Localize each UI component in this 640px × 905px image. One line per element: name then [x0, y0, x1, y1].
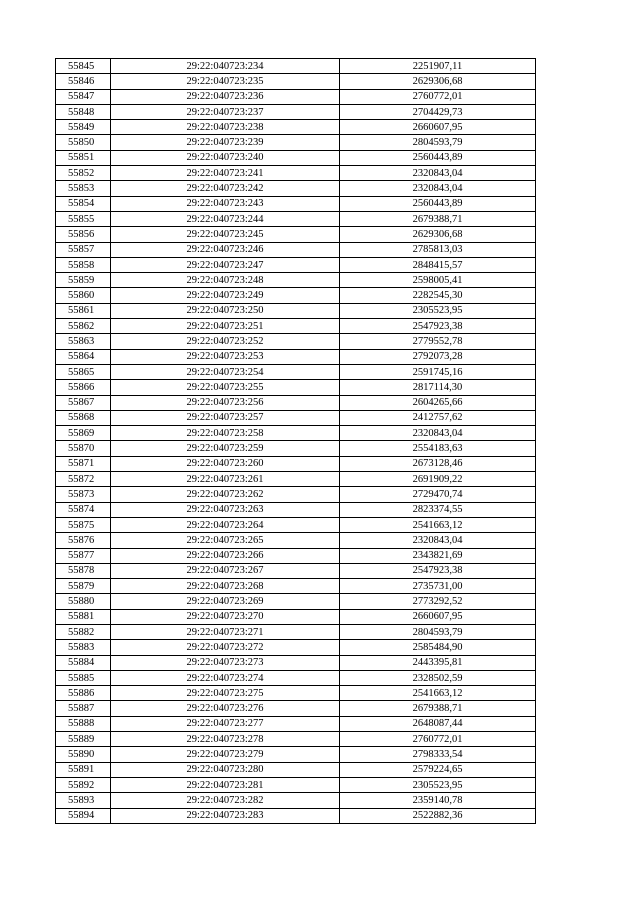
cadastral-number: 29:22:040723:235 [111, 74, 340, 89]
row-number: 55861 [56, 303, 111, 318]
table-row [56, 349, 536, 364]
cadastral-value: 2817114,30 [340, 380, 536, 395]
table-row [56, 747, 536, 762]
cadastral-number: 29:22:040723:277 [111, 716, 340, 731]
table-row [56, 594, 536, 609]
table-body [56, 59, 536, 824]
table-row [56, 793, 536, 808]
cadastral-value: 2704429,73 [340, 104, 536, 119]
row-number: 55883 [56, 640, 111, 655]
table-row [56, 670, 536, 685]
row-number: 55892 [56, 777, 111, 792]
row-number: 55867 [56, 395, 111, 410]
row-number: 55851 [56, 150, 111, 165]
row-number: 55858 [56, 257, 111, 272]
cadastral-number: 29:22:040723:257 [111, 410, 340, 425]
row-number: 55893 [56, 793, 111, 808]
cadastral-number: 29:22:040723:264 [111, 517, 340, 532]
row-number: 55879 [56, 579, 111, 594]
row-number: 55886 [56, 686, 111, 701]
cadastral-value: 2798333,54 [340, 747, 536, 762]
cadastral-value: 2679388,71 [340, 211, 536, 226]
table-row [56, 74, 536, 89]
cadastral-value: 2305523,95 [340, 303, 536, 318]
cadastral-value: 2760772,01 [340, 732, 536, 747]
row-number: 55850 [56, 135, 111, 150]
cadastral-number: 29:22:040723:261 [111, 472, 340, 487]
cadastral-number: 29:22:040723:267 [111, 563, 340, 578]
cadastral-value: 2343821,69 [340, 548, 536, 563]
cadastral-value: 2305523,95 [340, 777, 536, 792]
cadastral-value: 2673128,46 [340, 456, 536, 471]
cadastral-value: 2779552,78 [340, 334, 536, 349]
row-number: 55870 [56, 441, 111, 456]
row-number: 55880 [56, 594, 111, 609]
cadastral-value: 2660607,95 [340, 609, 536, 624]
cadastral-number: 29:22:040723:246 [111, 242, 340, 257]
row-number: 55859 [56, 273, 111, 288]
table-row [56, 655, 536, 670]
table-row [56, 563, 536, 578]
cadastral-value: 2598005,41 [340, 273, 536, 288]
table-row [56, 150, 536, 165]
cadastral-value: 2804593,79 [340, 135, 536, 150]
row-number: 55852 [56, 166, 111, 181]
cadastral-number: 29:22:040723:252 [111, 334, 340, 349]
row-number: 55889 [56, 732, 111, 747]
table-row [56, 181, 536, 196]
row-number: 55865 [56, 364, 111, 379]
cadastral-number: 29:22:040723:275 [111, 686, 340, 701]
cadastral-value: 2848415,57 [340, 257, 536, 272]
table-row [56, 579, 536, 594]
table-row [56, 410, 536, 425]
row-number: 55856 [56, 227, 111, 242]
cadastral-value: 2320843,04 [340, 166, 536, 181]
table-row [56, 517, 536, 532]
row-number: 55876 [56, 533, 111, 548]
table-row [56, 196, 536, 211]
cadastral-number: 29:22:040723:254 [111, 364, 340, 379]
table-row [56, 732, 536, 747]
cadastral-number: 29:22:040723:258 [111, 426, 340, 441]
cadastral-value: 2579224,65 [340, 762, 536, 777]
table-row [56, 456, 536, 471]
table-row [56, 441, 536, 456]
row-number: 55854 [56, 196, 111, 211]
row-number: 55862 [56, 319, 111, 334]
table-row [56, 609, 536, 624]
cadastral-value: 2443395,81 [340, 655, 536, 670]
cadastral-number: 29:22:040723:253 [111, 349, 340, 364]
cadastral-number: 29:22:040723:240 [111, 150, 340, 165]
cadastral-number: 29:22:040723:269 [111, 594, 340, 609]
row-number: 55866 [56, 380, 111, 395]
cadastral-number: 29:22:040723:278 [111, 732, 340, 747]
table-row [56, 273, 536, 288]
cadastral-number: 29:22:040723:260 [111, 456, 340, 471]
table-row [56, 472, 536, 487]
cadastral-value: 2585484,90 [340, 640, 536, 655]
cadastral-number: 29:22:040723:280 [111, 762, 340, 777]
table-row [56, 59, 536, 74]
row-number: 55878 [56, 563, 111, 578]
cadastral-number: 29:22:040723:256 [111, 395, 340, 410]
cadastral-number: 29:22:040723:248 [111, 273, 340, 288]
table-row [56, 334, 536, 349]
row-number: 55849 [56, 120, 111, 135]
cadastral-number: 29:22:040723:266 [111, 548, 340, 563]
row-number: 55882 [56, 624, 111, 639]
cadastral-value: 2359140,78 [340, 793, 536, 808]
table-row [56, 716, 536, 731]
cadastral-number: 29:22:040723:270 [111, 609, 340, 624]
table-row [56, 487, 536, 502]
cadastral-number: 29:22:040723:244 [111, 211, 340, 226]
cadastral-value: 2679388,71 [340, 701, 536, 716]
cadastral-number: 29:22:040723:268 [111, 579, 340, 594]
row-number: 55860 [56, 288, 111, 303]
row-number: 55863 [56, 334, 111, 349]
table-row [56, 364, 536, 379]
cadastral-value: 2320843,04 [340, 533, 536, 548]
table-row [56, 395, 536, 410]
cadastral-value: 2691909,22 [340, 472, 536, 487]
cadastral-value: 2729470,74 [340, 487, 536, 502]
table-row [56, 640, 536, 655]
cadastral-value: 2522882,36 [340, 808, 536, 823]
cadastral-number: 29:22:040723:245 [111, 227, 340, 242]
table-row [56, 808, 536, 823]
cadastral-value: 2547923,38 [340, 563, 536, 578]
row-number: 55846 [56, 74, 111, 89]
cadastral-value: 2282545,30 [340, 288, 536, 303]
cadastral-number: 29:22:040723:239 [111, 135, 340, 150]
row-number: 55869 [56, 426, 111, 441]
cadastral-value: 2792073,28 [340, 349, 536, 364]
cadastral-number: 29:22:040723:281 [111, 777, 340, 792]
cadastral-number: 29:22:040723:237 [111, 104, 340, 119]
cadastral-value: 2251907,11 [340, 59, 536, 74]
cadastral-value: 2320843,04 [340, 426, 536, 441]
row-number: 55894 [56, 808, 111, 823]
cadastral-value: 2591745,16 [340, 364, 536, 379]
table-row [56, 166, 536, 181]
table-row [56, 502, 536, 517]
row-number: 55864 [56, 349, 111, 364]
row-number: 55855 [56, 211, 111, 226]
table-row [56, 303, 536, 318]
cadastral-value: 2648087,44 [340, 716, 536, 731]
row-number: 55884 [56, 655, 111, 670]
cadastral-number: 29:22:040723:272 [111, 640, 340, 655]
cadastral-number: 29:22:040723:273 [111, 655, 340, 670]
cadastral-number: 29:22:040723:255 [111, 380, 340, 395]
row-number: 55881 [56, 609, 111, 624]
table-row [56, 211, 536, 226]
table-row [56, 288, 536, 303]
table-row [56, 701, 536, 716]
cadastral-value: 2560443,89 [340, 150, 536, 165]
table-row [56, 257, 536, 272]
cadastral-value: 2735731,00 [340, 579, 536, 594]
table-row [56, 380, 536, 395]
row-number: 55872 [56, 472, 111, 487]
cadastral-value: 2560443,89 [340, 196, 536, 211]
cadastral-number: 29:22:040723:259 [111, 441, 340, 456]
cadastral-number: 29:22:040723:243 [111, 196, 340, 211]
row-number: 55874 [56, 502, 111, 517]
cadastral-number: 29:22:040723:279 [111, 747, 340, 762]
row-number: 55887 [56, 701, 111, 716]
row-number: 55848 [56, 104, 111, 119]
row-number: 55877 [56, 548, 111, 563]
cadastral-value: 2604265,66 [340, 395, 536, 410]
table-row [56, 242, 536, 257]
cadastral-number: 29:22:040723:250 [111, 303, 340, 318]
table-row [56, 104, 536, 119]
table-row [56, 624, 536, 639]
cadastral-number: 29:22:040723:238 [111, 120, 340, 135]
row-number: 55888 [56, 716, 111, 731]
cadastral-value: 2541663,12 [340, 517, 536, 532]
cadastral-value: 2328502,59 [340, 670, 536, 685]
cadastral-value: 2320843,04 [340, 181, 536, 196]
row-number: 55847 [56, 89, 111, 104]
cadastral-value: 2412757,62 [340, 410, 536, 425]
cadastral-number: 29:22:040723:276 [111, 701, 340, 716]
row-number: 55891 [56, 762, 111, 777]
cadastral-value: 2660607,95 [340, 120, 536, 135]
cadastral-number: 29:22:040723:236 [111, 89, 340, 104]
cadastral-value: 2629306,68 [340, 227, 536, 242]
table-row [56, 762, 536, 777]
row-number: 55868 [56, 410, 111, 425]
cadastral-number: 29:22:040723:263 [111, 502, 340, 517]
cadastral-number: 29:22:040723:271 [111, 624, 340, 639]
cadastral-number: 29:22:040723:234 [111, 59, 340, 74]
cadastral-value: 2773292,52 [340, 594, 536, 609]
cadastral-value: 2823374,55 [340, 502, 536, 517]
row-number: 55853 [56, 181, 111, 196]
row-number: 55890 [56, 747, 111, 762]
cadastral-value: 2629306,68 [340, 74, 536, 89]
table-row [56, 319, 536, 334]
cadastral-number: 29:22:040723:241 [111, 166, 340, 181]
table-row [56, 89, 536, 104]
table-row [56, 777, 536, 792]
table-row [56, 548, 536, 563]
row-number: 55845 [56, 59, 111, 74]
cadastral-number: 29:22:040723:282 [111, 793, 340, 808]
row-number: 55857 [56, 242, 111, 257]
cadastral-value: 2541663,12 [340, 686, 536, 701]
table-row [56, 426, 536, 441]
cadastral-value: 2554183,63 [340, 441, 536, 456]
table-row [56, 120, 536, 135]
cadastral-value: 2547923,38 [340, 319, 536, 334]
table-row [56, 533, 536, 548]
table-row [56, 227, 536, 242]
cadastral-value: 2804593,79 [340, 624, 536, 639]
cadastral-value: 2785813,03 [340, 242, 536, 257]
cadastral-number: 29:22:040723:249 [111, 288, 340, 303]
row-number: 55885 [56, 670, 111, 685]
cadastral-number: 29:22:040723:251 [111, 319, 340, 334]
cadastral-number: 29:22:040723:274 [111, 670, 340, 685]
cadastral-number: 29:22:040723:242 [111, 181, 340, 196]
cadastral-value: 2760772,01 [340, 89, 536, 104]
row-number: 55871 [56, 456, 111, 471]
cadastral-number: 29:22:040723:247 [111, 257, 340, 272]
cadastral-number: 29:22:040723:262 [111, 487, 340, 502]
cadastral-number: 29:22:040723:283 [111, 808, 340, 823]
row-number: 55873 [56, 487, 111, 502]
table-row [56, 135, 536, 150]
table-row [56, 686, 536, 701]
cadastral-number: 29:22:040723:265 [111, 533, 340, 548]
row-number: 55875 [56, 517, 111, 532]
registry-table [55, 58, 536, 824]
